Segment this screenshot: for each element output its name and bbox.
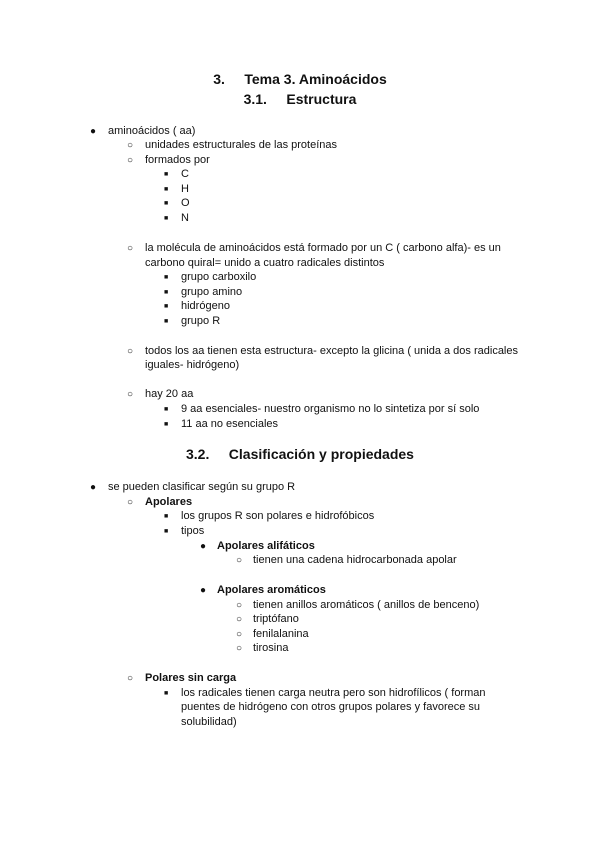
bullet-disc: ● — [200, 585, 207, 596]
list-item-hay-20: hay 20 aa — [145, 388, 194, 400]
bullet-square: ■ — [164, 318, 169, 325]
bullet-disc: ● — [90, 482, 97, 493]
list-item-formados: formados por — [145, 154, 210, 166]
bullet-circle: ○ — [236, 643, 243, 654]
list-item-aromatico: triptófano — [253, 613, 299, 625]
bullet-circle: ○ — [127, 389, 134, 400]
bullet-square: ■ — [164, 289, 169, 296]
bullet-square: ■ — [164, 215, 169, 222]
bullet-circle: ○ — [127, 140, 134, 151]
bullet-circle: ○ — [127, 346, 134, 357]
list-item-esenciales: 9 aa esenciales- nuestro organismo no lo sintetiza por sí solo — [181, 403, 480, 415]
list-item-apolares-desc: los grupos R son polares e hidrofóbicos — [181, 510, 375, 522]
list-item-element: H — [181, 183, 189, 195]
list-item-polares-desc-cont: solubilidad) — [181, 716, 237, 728]
bullet-square: ■ — [164, 406, 169, 413]
list-item-alifaticos-desc: tienen una cadena hidrocarbonada apolar — [253, 554, 457, 566]
list-item-aminoacidos: aminoácidos ( aa) — [108, 125, 196, 137]
bullet-square: ■ — [164, 421, 169, 428]
bullet-circle: ○ — [236, 614, 243, 625]
bullet-square: ■ — [164, 200, 169, 207]
section-title-clasificacion: 3.2. Clasificación y propiedades — [186, 446, 414, 462]
list-item-molecula: la molécula de aminoácidos está formado por un C ( carbono alfa)- es un — [145, 242, 501, 254]
list-item-radical: grupo carboxilo — [181, 271, 257, 283]
bullet-square: ■ — [164, 690, 169, 697]
bullet-square: ■ — [164, 186, 169, 193]
chapter-title: 3. Tema 3. Aminoácidos — [213, 71, 387, 87]
bullet-square: ■ — [164, 513, 169, 520]
list-item-aromatico: fenilalanina — [253, 628, 309, 640]
list-item-no-esenciales: 11 aa no esenciales — [181, 418, 279, 430]
list-item-aromatico: tienen anillos aromáticos ( anillos de benceno) — [253, 599, 480, 611]
bullet-disc: ● — [200, 541, 207, 552]
bullet-square: ■ — [164, 171, 169, 178]
list-item-unidades: unidades estructurales de las proteínas — [145, 139, 338, 151]
bullet-square: ■ — [164, 303, 169, 310]
list-item-aromatico: tirosina — [253, 642, 289, 654]
bullet-circle: ○ — [236, 629, 243, 640]
bullet-circle: ○ — [127, 497, 134, 508]
list-item-polares: Polares sin carga — [145, 672, 237, 684]
section-title-estructura: 3.1. Estructura — [243, 91, 357, 107]
list-item-clasificar: se pueden clasificar según su grupo R — [108, 481, 296, 493]
bullet-square: ■ — [164, 528, 169, 535]
bullet-circle: ○ — [236, 600, 243, 611]
list-item-alifaticos: Apolares alifáticos — [217, 540, 315, 552]
bullet-circle: ○ — [127, 155, 134, 166]
bullet-circle: ○ — [236, 555, 243, 566]
list-item-apolares: Apolares — [145, 496, 193, 508]
bullet-disc: ● — [90, 126, 97, 137]
list-item-radical: grupo amino — [181, 286, 243, 298]
list-item-polares-desc: los radicales tienen carga neutra pero son hidrofílicos ( forman — [181, 687, 486, 699]
list-item-element: N — [181, 212, 189, 224]
list-item-radical: grupo R — [181, 315, 221, 327]
list-item-tipos: tipos — [181, 525, 205, 537]
list-item-molecula-cont: carbono quiral= unido a cuatro radicales distintos — [145, 257, 385, 269]
list-item-todos: todos los aa tienen esta estructura- excepto la glicina ( unida a dos radicales — [145, 345, 518, 357]
list-item-polares-desc-cont: puentes de hidrógeno con otros grupos polares y favorece su — [181, 701, 481, 713]
bullet-square: ■ — [164, 274, 169, 281]
list-item-element: O — [181, 197, 190, 209]
list-item-element: C — [181, 168, 189, 180]
bullet-circle: ○ — [127, 243, 134, 254]
list-item-radical: hidrógeno — [181, 300, 230, 312]
list-item-todos-cont: iguales- hidrógeno) — [145, 359, 240, 371]
list-item-aromaticos: Apolares aromáticos — [217, 584, 326, 596]
bullet-circle: ○ — [127, 673, 134, 684]
